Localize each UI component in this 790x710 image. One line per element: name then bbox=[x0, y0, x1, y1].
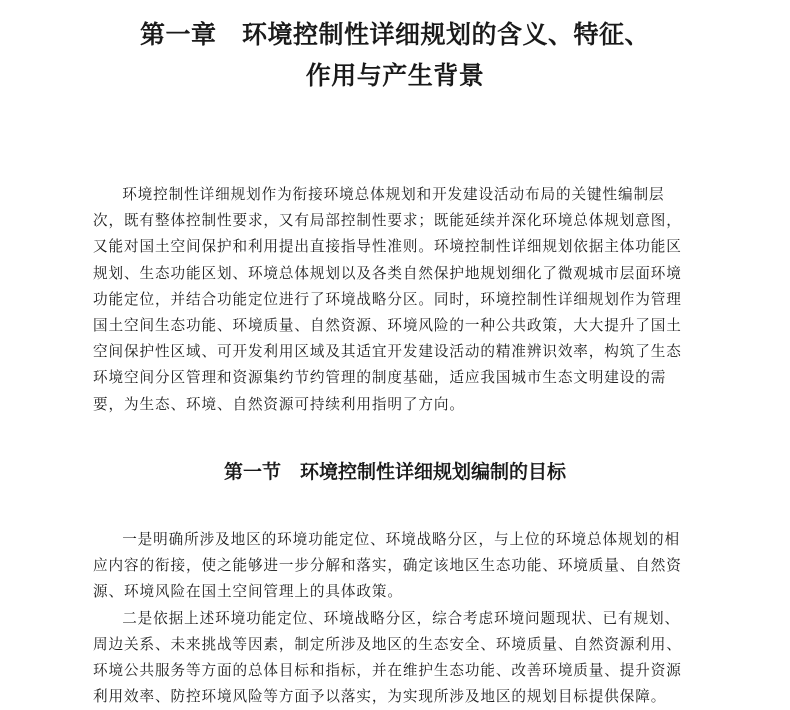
intro-line: 环境空间分区管理和资源集约节约管理的制度基础，适应我国城市生态文明建设的需 bbox=[93, 369, 667, 387]
goal-paragraph-2 bbox=[93, 606, 699, 710]
intro-paragraph bbox=[93, 182, 699, 418]
goal-line: 应内容的衔接，使之能够进一步分解和落实，确定该地区生态功能、环境质量、自然资 bbox=[93, 557, 682, 575]
intro-line: 规划、生态功能区划、环境总体规划以及各类自然保护地规划细化了微观城市层面环境 bbox=[93, 264, 682, 282]
intro-line: 功能定位，并结合功能定位进行了环境战略分区。同时，环境控制性详细规划作为管理 bbox=[93, 290, 682, 308]
goal-line: 利用效率、防控环境风险等方面予以落实，为实现所涉及地区的规划目标提供保障。 bbox=[93, 688, 667, 706]
intro-line: 又能对国土空间保护和利用提出直接指导性准则。环境控制性详细规划依据主体功能区 bbox=[93, 238, 682, 256]
intro-line: 环境控制性详细规划作为衔接环境总体规划和开发建设活动布局的关键性编制层 bbox=[122, 186, 665, 203]
goal-line: 二是依据上述环境功能定位、环境战略分区，综合考虑环境问题现状、已有规划、 bbox=[122, 609, 680, 627]
goals-block bbox=[93, 527, 699, 710]
intro-block bbox=[93, 182, 699, 418]
intro-line: 空间保护性区域、可开发利用区域及其适宜开发建设活动的精准辨识效率，构筑了生态 bbox=[93, 343, 682, 361]
chapter-title-line-1: 第一章 环境控制性详细规划的含义、特征、 bbox=[139, 20, 650, 49]
intro-line: 国土空间生态功能、环境质量、自然资源、环境风险的一种公共政策，大大提升了国土 bbox=[93, 317, 682, 335]
intro-line: 次，既有整体控制性要求，又有局部控制性要求；既能延续并深化环境总体规划意图， bbox=[93, 212, 682, 230]
goal-line: 周边关系、未来挑战等因素，制定所涉及地区的生态安全、环境质量、自然资源利用、 bbox=[93, 635, 682, 653]
goal-line: 源、环境风险在国土空间管理上的具体政策。 bbox=[93, 583, 403, 601]
goal-paragraph-1 bbox=[93, 527, 699, 606]
intro-line: 要，为生态、环境、自然资源可持续利用指明了方向。 bbox=[93, 395, 465, 413]
goal-line: 环境公共服务等方面的总体目标和指标，并在维护生态功能、改善环境质量、提升资源 bbox=[93, 662, 682, 680]
chapter-title-line-2: 作用与产生背景 bbox=[305, 61, 485, 90]
goal-line: 一是明确所涉及地区的环境功能定位、环境战略分区，与上位的环境总体规划的相 bbox=[122, 531, 680, 548]
chapter-title bbox=[0, 14, 790, 96]
section-title: 第一节 环境控制性详细规划编制的目标 bbox=[223, 461, 566, 483]
